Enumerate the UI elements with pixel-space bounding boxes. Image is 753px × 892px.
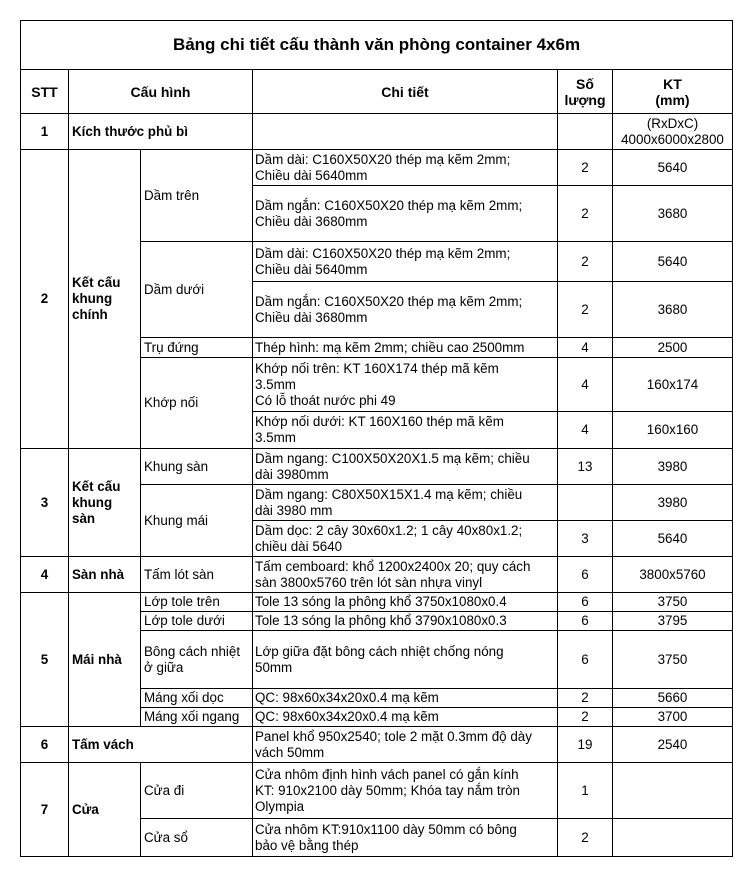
detail-line: Khớp nối dưới: KT 160X160 thép mã kẽm [255, 414, 504, 429]
header-so-luong-line1: Số [576, 75, 594, 92]
detail-line: sàn 3800x5760 trên lót sàn nhựa vinyl [255, 574, 483, 590]
detail-line: KT: 910x2100 dày 50mm; Khóa tay nắm tròn [255, 782, 520, 798]
qty-cell: 6 [558, 593, 613, 612]
group-name: Sàn nhà [69, 557, 141, 593]
header-stt: STT [21, 70, 69, 114]
kt-cell: 160x160 [613, 412, 733, 449]
detail-line: Chiều dài 5640mm [255, 261, 368, 277]
detail-line: Olympia [255, 798, 305, 814]
qty-cell: 2 [558, 186, 613, 242]
kt-cell: 2540 [613, 727, 733, 763]
sub-item: Lớp tole trên [141, 593, 253, 612]
detail-cell: Tole 13 sóng la phông khổ 3790x1080x0.3 [253, 612, 558, 631]
detail-cell: QC: 98x60x34x20x0.4 mạ kẽm [253, 689, 558, 708]
header-row [21, 70, 733, 114]
detail-cell [253, 282, 558, 338]
qty-cell: 2 [558, 242, 613, 282]
kt-cell: 3750 [613, 631, 733, 689]
stt-cell: 4 [21, 557, 69, 593]
group-name-line: Kết cấu [72, 478, 121, 494]
detail-line: Khớp nối trên: KT 160X174 thép mã kẽm [255, 360, 499, 376]
group-name [69, 449, 141, 557]
sub-item [141, 631, 253, 689]
qty-cell: 6 [558, 631, 613, 689]
qty-cell: 2 [558, 150, 613, 186]
header-chi-tiet: Chi tiết [253, 70, 558, 114]
qty-cell: 2 [558, 689, 613, 708]
stt-cell: 6 [21, 727, 69, 763]
kt-cell: 3680 [613, 186, 733, 242]
sub-item: Dầm dưới [141, 242, 253, 338]
kt-cell: 5660 [613, 689, 733, 708]
group-name: Mái nhà [69, 593, 141, 727]
kt-cell: 3680 [613, 282, 733, 338]
detail-line: 3.5mm [255, 376, 296, 392]
sub-item: Cửa đi [141, 763, 253, 819]
kt-line: 4000x6000x2800 [621, 131, 724, 147]
table-row [21, 593, 733, 612]
stt-cell: 5 [21, 593, 69, 727]
sub-item-line: Bông cách nhiệt [144, 643, 241, 659]
detail-line: Dầm dài: C160X50X20 thép mạ kẽm 2mm; [255, 245, 511, 261]
detail-line: Lớp giữa đặt bông cách nhiệt chống nóng [255, 643, 504, 659]
kt-cell: 3980 [613, 485, 733, 521]
group-name: Tấm vách [69, 727, 253, 763]
group-name-line: Kết cấu [72, 275, 121, 290]
group-name-line: khung [72, 291, 113, 306]
sub-item-line: ở giữa [144, 659, 184, 675]
qty-cell [558, 114, 613, 150]
detail-line: Chiều dài 3680mm [255, 309, 368, 325]
detail-cell [253, 449, 558, 485]
qty-cell: 19 [558, 727, 613, 763]
sub-item: Lớp tole dưới [141, 612, 253, 631]
qty-cell: 6 [558, 612, 613, 631]
qty-cell: 4 [558, 358, 613, 412]
kt-cell [613, 819, 733, 857]
table-row [21, 557, 733, 593]
header-so-luong [558, 70, 613, 114]
sub-item: Trụ đứng [141, 338, 253, 358]
header-kt-line2: (mm) [655, 91, 690, 108]
detail-cell [253, 819, 558, 857]
detail-line: Chiều dài 3680mm [255, 213, 368, 229]
kt-cell: 3800x5760 [613, 557, 733, 593]
detail-line: 50mm [255, 659, 293, 675]
detail-line: chiều dài 5640 [255, 538, 343, 554]
detail-line: Chiều dài 5640mm [255, 167, 368, 183]
stt-cell: 2 [21, 150, 69, 449]
title-row [21, 21, 733, 70]
detail-cell [253, 763, 558, 819]
detail-cell: QC: 98x60x34x20x0.4 mạ kẽm [253, 708, 558, 727]
detail-line: 3.5mm [255, 430, 296, 445]
detail-cell [253, 114, 558, 150]
spec-table [20, 20, 733, 857]
kt-cell: 5640 [613, 150, 733, 186]
qty-cell: 4 [558, 412, 613, 449]
sub-item: Cửa sổ [141, 819, 253, 857]
stt-cell: 7 [21, 763, 69, 857]
detail-line: Dầm dài: C160X50X20 thép mạ kẽm 2mm; [255, 151, 511, 167]
stt-cell: 3 [21, 449, 69, 557]
header-so-luong-line2: lượng [564, 91, 606, 108]
qty-cell: 2 [558, 282, 613, 338]
sub-item: Máng xối dọc [141, 689, 253, 708]
detail-cell [253, 727, 558, 763]
kt-cell: 3980 [613, 449, 733, 485]
kt-cell: 3795 [613, 612, 733, 631]
detail-cell [253, 358, 558, 412]
detail-line: Dầm dọc: 2 cây 30x60x1.2; 1 cây 40x80x1.2; [255, 522, 523, 538]
sub-item: Khớp nối [141, 358, 253, 449]
detail-line: Cửa nhôm định hình vách panel có gắn kính [255, 766, 519, 782]
stt-cell: 1 [21, 114, 69, 150]
table-row [21, 114, 733, 150]
detail-cell [253, 557, 558, 593]
kt-cell [613, 114, 733, 150]
sub-item: Khung sàn [141, 449, 253, 485]
detail-line: Dầm ngang: C100X50X20X1.5 mạ kẽm; chiều [255, 450, 530, 466]
detail-line: Dầm ngang: C80X50X15X1.4 mạ kẽm; chiều [255, 486, 523, 502]
detail-line: dài 3980mm [255, 466, 329, 482]
detail-cell [253, 150, 558, 186]
kt-cell: 5640 [613, 242, 733, 282]
detail-line: Có lỗ thoát nước phi 49 [255, 392, 396, 408]
sub-item: Máng xối ngang [141, 708, 253, 727]
group-name-line: sàn [72, 510, 96, 526]
kt-cell: 3700 [613, 708, 733, 727]
detail-line: Dầm ngắn: C160X50X20 thép mạ kẽm 2mm; [255, 197, 523, 213]
header-cau-hinh: Cấu hình [69, 70, 253, 114]
detail-cell [253, 412, 558, 449]
detail-cell [253, 631, 558, 689]
kt-cell: 2500 [613, 338, 733, 358]
detail-cell [253, 186, 558, 242]
sub-item: Tấm lót sàn [141, 557, 253, 593]
group-name-line: chính [72, 307, 108, 322]
sub-item: Khung mái [141, 485, 253, 557]
qty-cell: 2 [558, 708, 613, 727]
kt-cell: 5640 [613, 521, 733, 557]
header-kt [613, 70, 733, 114]
kt-cell: 160x174 [613, 358, 733, 412]
group-name: Cửa [69, 763, 141, 857]
detail-line: bảo vệ bằng thép [255, 837, 359, 853]
detail-cell [253, 485, 558, 521]
detail-line: Dầm ngắn: C160X50X20 thép mạ kẽm 2mm; [255, 293, 523, 309]
table-row [21, 150, 733, 186]
table-title: Bảng chi tiết cấu thành văn phòng container 4x6m [21, 21, 733, 70]
table-row [21, 763, 733, 819]
table-row [21, 449, 733, 485]
detail-line: dài 3980 mm [255, 502, 333, 518]
header-kt-line1: KT [663, 75, 682, 92]
sub-item: Dầm trên [141, 150, 253, 242]
table-row [21, 727, 733, 763]
qty-cell: 4 [558, 338, 613, 358]
detail-line: vách 50mm [255, 744, 325, 760]
kt-cell [613, 763, 733, 819]
detail-cell [253, 521, 558, 557]
qty-cell: 1 [558, 763, 613, 819]
group-name: Kích thước phủ bì [69, 114, 253, 150]
detail-cell: Tole 13 sóng la phông khổ 3750x1080x0.4 [253, 593, 558, 612]
qty-cell: 2 [558, 819, 613, 857]
spec-table-container [20, 20, 733, 857]
detail-cell [253, 242, 558, 282]
qty-cell: 13 [558, 449, 613, 485]
detail-line: Tấm cemboard: khổ 1200x2400x 20; quy cách [255, 558, 531, 574]
detail-line: Panel khổ 950x2540; tole 2 mặt 0.3mm độ dày [255, 728, 532, 744]
detail-cell: Thép hình: mạ kẽm 2mm; chiều cao 2500mm [253, 338, 558, 358]
kt-cell: 3750 [613, 593, 733, 612]
qty-cell: 6 [558, 557, 613, 593]
detail-line: Cửa nhôm KT:910x1100 dày 50mm có bông [255, 821, 517, 837]
qty-cell [558, 485, 613, 521]
kt-line: (RxDxC) [646, 115, 699, 131]
group-name-line: khung [72, 494, 113, 510]
qty-cell: 3 [558, 521, 613, 557]
group-name [69, 150, 141, 449]
